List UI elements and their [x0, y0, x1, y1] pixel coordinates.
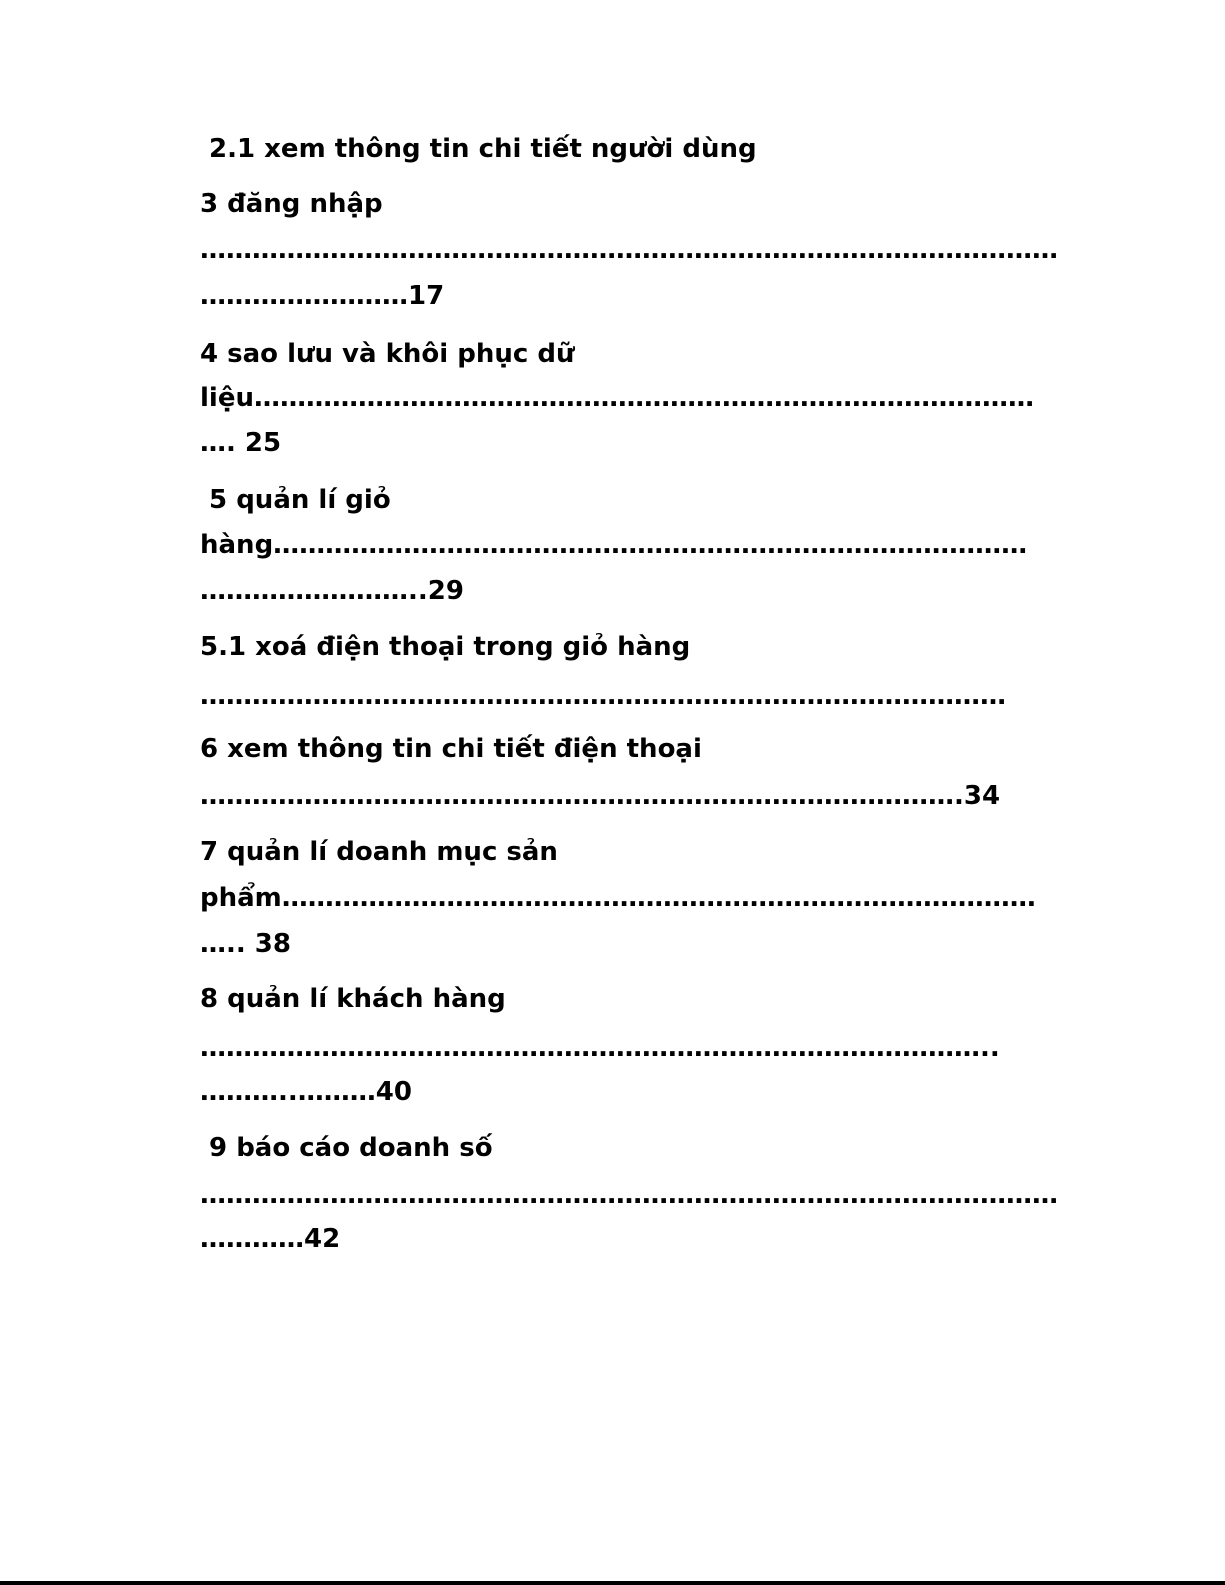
toc-entry-7-title: 7 quản lí doanh mục sản [200, 837, 558, 867]
toc-entry-2-1-title: 2.1 xem thông tin chi tiết người dùng [200, 134, 757, 164]
toc-entry-4-page: …. 25 [200, 428, 282, 458]
toc-entry-6-title: 6 xem thông tin chi tiết điện thoại [200, 734, 702, 764]
page-bottom-border [0, 1581, 1225, 1585]
toc-entry-9-title: 9 báo cáo doanh số [200, 1133, 493, 1163]
toc-entry-5-page: ……………………..29 [200, 576, 464, 606]
toc-entry-7-leader: phẩm…………………………………………………………………………… [200, 883, 1036, 913]
toc-entry-3-title: 3 đăng nhập [200, 189, 383, 219]
toc-entry-4-title: 4 sao lưu và khôi phục dữ [200, 339, 575, 369]
toc-entry-9-page: …………42 [200, 1224, 341, 1254]
toc-entry-9-leader: ……………………………………………………………………………………… [200, 1180, 1058, 1210]
toc-entry-3-page: ……………………17 [200, 281, 445, 311]
toc-entry-7-page: ….. 38 [200, 929, 291, 959]
toc-entry-6-leader-page: …………………………………………………………………………….34 [200, 781, 1001, 811]
toc-entry-8-page: ………..………40 [200, 1077, 412, 1107]
toc-entry-5-1-title: 5.1 xoá điện thoại trong giỏ hàng [200, 632, 691, 662]
toc-entry-5-leader: hàng…………………………………………………………………………… [200, 530, 1028, 560]
toc-entry-4-leader: liệu……………………………………………………………………………… [200, 383, 1034, 413]
toc-entry-8-title: 8 quản lí khách hàng [200, 984, 506, 1014]
toc-entry-5-1-leader: ………………………………………………………………………………… [200, 681, 1006, 711]
toc-entry-8-leader: ……………………………………………………………………………….. [200, 1033, 1000, 1063]
toc-entry-3-leader: ……………………………………………………………………………………… [200, 235, 1058, 265]
toc-entry-5-title: 5 quản lí giỏ [200, 485, 391, 515]
